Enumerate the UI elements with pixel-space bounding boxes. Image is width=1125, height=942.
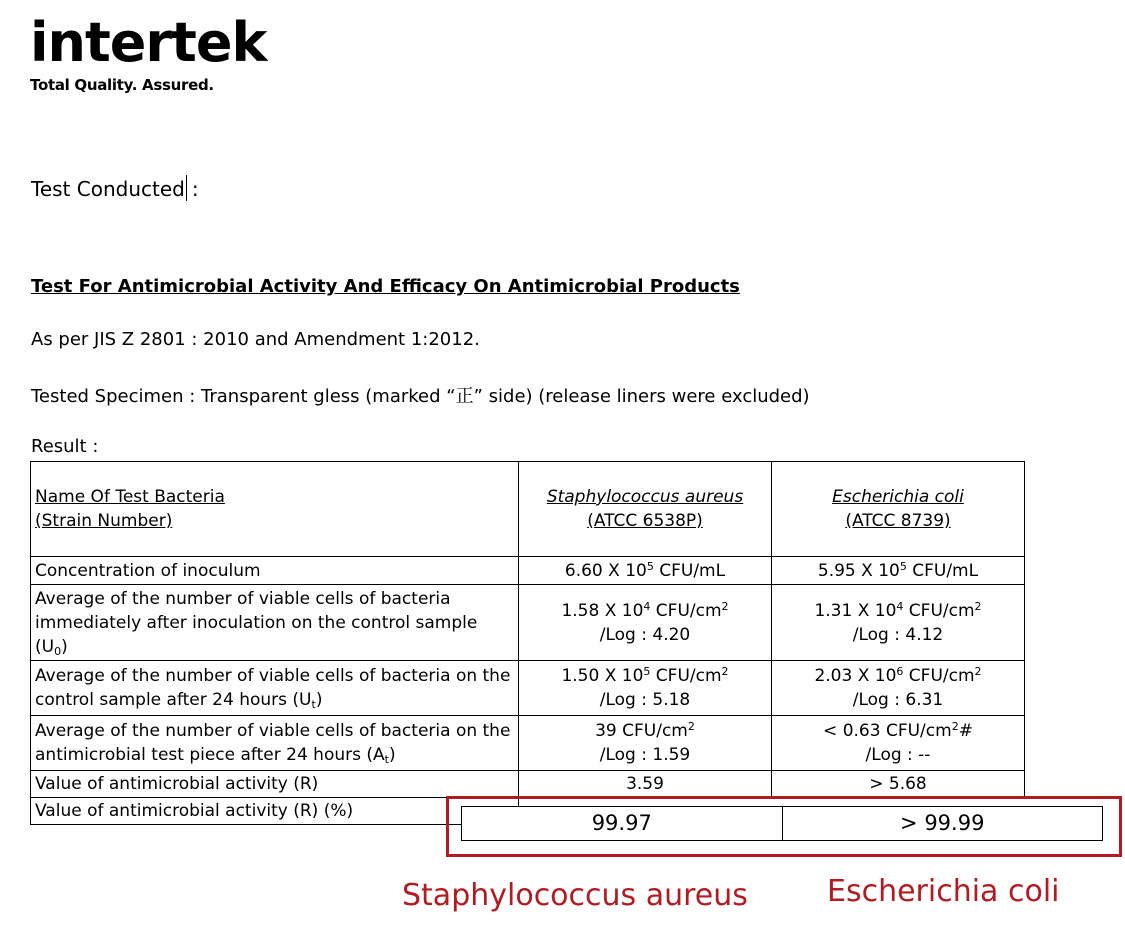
result-label: Result : — [31, 436, 99, 457]
header-staph: Staphylococcus aureus (ATCC 6538P) — [519, 462, 772, 557]
row-label-at: Average of the number of viable cells of bacteria on the antimicrobial test piece after 24 hours $(A_t)$ — [31, 716, 519, 771]
at-ecoli: < 0.63 CFU/$cm^2\#$ /Log : -- — [772, 716, 1025, 771]
table-row — [31, 661, 1025, 716]
test-conducted-label: Test Conducted — [31, 177, 185, 201]
test-conducted-colon: : — [191, 177, 199, 201]
logo-wordmark: intertek — [30, 11, 267, 74]
concentration-ecoli: 5.95 X $10^5$ CFU/mL — [772, 557, 1025, 585]
header-bacteria-name: Name Of Test Bacteria (Strain Number) — [31, 462, 519, 557]
standard-reference: As per JIS Z 2801 : 2010 and Amendment 1:2012. — [31, 329, 480, 350]
table-header-row — [31, 462, 1025, 557]
logo-tagline: Total Quality. Assured. — [30, 76, 214, 94]
annotation-staph: Staphylococcus aureus — [402, 878, 748, 913]
ut-ecoli: 2.03 X $10^6$ CFU/$cm^2$ /Log : 6.31 — [772, 661, 1025, 716]
table-row — [31, 557, 1025, 585]
header-ecoli: Escherichia coli (ATCC 8739) — [772, 462, 1025, 557]
row-label-u0: Average of the number of viable cells of bacteria immediately after inoculation on the control sample $(U_0)$ — [31, 585, 519, 661]
results-table — [30, 461, 1025, 825]
at-staph: 39 CFU/$cm^2$ /Log : 1.59 — [519, 716, 772, 771]
row-label-concentration: Concentration of inoculum — [31, 557, 519, 585]
u0-ecoli: 1.31 X $10^4$ CFU/$cm^2$ /Log : 4.12 — [772, 585, 1025, 661]
test-conducted-heading — [31, 175, 199, 201]
table-row — [31, 716, 1025, 771]
r-ecoli: > 5.68 — [772, 771, 1025, 798]
intertek-logo — [30, 12, 266, 94]
annotation-ecoli: Escherichia coli — [827, 874, 1060, 909]
r-staph: 3.59 — [519, 771, 772, 798]
row-label-r: Value of antimicrobial activity (R) — [31, 771, 519, 798]
row-label-r-percent: Value of antimicrobial activity (R) (%) — [31, 798, 519, 825]
report-title: Test For Antimicrobial Activity And Efficacy On Antimicrobial Products — [31, 276, 740, 297]
text-cursor — [186, 175, 187, 201]
table-row — [31, 585, 1025, 661]
ut-staph: 1.50 X $10^5$ CFU/$cm^2$ /Log : 5.18 — [519, 661, 772, 716]
tested-specimen: Tested Specimen : Transparent gless (marked “正” side) (release liners were excluded) — [31, 386, 810, 407]
table-row — [31, 771, 1025, 798]
row-label-ut: Average of the number of viable cells of bacteria on the control sample after 24 hours $(U_t)$ — [31, 661, 519, 716]
percent-ecoli: > 99.99 — [782, 807, 1103, 840]
concentration-staph: 6.60 X $10^5$ CFU/mL — [519, 557, 772, 585]
highlight-box — [446, 796, 1122, 857]
u0-staph: 1.58 X $10^4$ CFU/$cm^2$ /Log : 4.20 — [519, 585, 772, 661]
percent-staph: 99.97 — [591, 811, 652, 835]
